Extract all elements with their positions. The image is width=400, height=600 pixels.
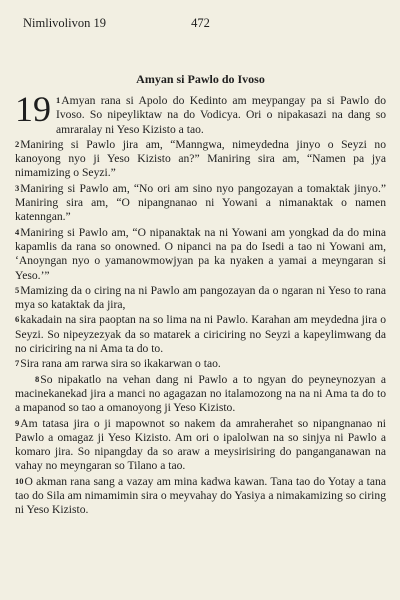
verse-9 [15,416,386,474]
verse-number: 5 [15,284,20,295]
verse-5 [15,283,386,313]
verse-number: 9 [15,417,20,428]
section-heading: Amyan si Pawlo do Ivoso [136,72,265,86]
page-number: 472 [191,16,210,30]
verse-number: 6 [15,314,20,325]
verse-number: 3 [15,182,20,193]
verse-text: O akman rana sang a vazay am mina kadwa kawan. Tana tao do Yotay a tana tao do Sila am nimamimin sira o meyvahay do Yasiya a nimakamizing so ciring ni Yeso Kizisto. [15,474,386,517]
verse-number: 8 [35,373,40,384]
verse-number: 1 [56,95,61,105]
verse-text: Mamizing da o ciring na ni Pawlo am pangozayan da o ngaran ni Yeso to rana mya so kataktak da jira, [15,283,386,312]
chapter-number: 19 [15,89,51,129]
verse-text: Maniring si Pawlo am, “O nipanaktak na ni Yowani am yongkad da do mina kapamlis da rana so onowned. O nipanci na pa do Isedi a tao ni Yowani am, ‘Anoyngan nyo o yamanowmowjyan pa ka nyaken a yamai a meyngaran si Yeso.’” [15,225,386,282]
verse-text: Maniring si Pawlo am, “No ori am sino nyo pangozayan a tomaktak jinyo.” Maniring sira am, “O nipangnanao ni Yowani a nimanaktak o namen katenngan.” [15,181,386,224]
verse-7 [15,356,386,371]
verse-number: 7 [15,358,20,369]
book-chapter-header: Nimlivolivon 19 [23,16,106,30]
verse-text: Maniring si Pawlo jira am, “Manngwa, nimeydedna jinyo o Seyzi no kanoyong nyo ji Yeso Kizisto an?” Maniring sira am, “Namen pa jya nimamizing o Seyzi.” [15,137,386,180]
chapter-text [15,89,386,518]
verse-number: 2 [15,138,20,149]
verse-6 [15,312,386,356]
verse-text: Am tatasa jira o ji mapownot so nakem da amraherahet so nipangnanao ni Pawlo a omagaz ji Yeso Kizisto. Am ori o ipalolwan na so sinjya ni Pawlo a komaro jira. So nipangday da so araw a meysirisiring do panganganawan na vahay no meyngaran so Tilano a tao. [15,416,386,473]
verse-text: Amyan rana si Apolo do Kedinto am meypangay pa si Pawlo do Ivoso. So nipeyliktaw na do Vodicya. Ori o nipakasazi na dang so amraralay ni Yeso Kizisto a tao. [56,94,386,136]
verse-text: Sira rana am rarwa sira so ikakarwan o tao. [20,357,221,371]
verse-number: 10 [15,475,24,486]
verse-text: kakadain na sira paoptan na so lima na ni Pawlo. Karahan am meydedna jira o Seyzi. So nipeyzezyak da so matarek a ciriciring no Seyzi a kapeylimwang da no ciriciring na ni Ama ta do to. [15,313,386,356]
running-header [15,12,386,36]
verse-8 [15,372,386,416]
verse-2 [15,137,386,181]
verse-number: 4 [15,226,20,237]
verse-3 [15,181,386,225]
verse-1 [15,89,386,137]
verse-10 [15,474,386,518]
verse-4 [15,225,386,283]
verse-text: So nipakatlo na vehan dang ni Pawlo a to ngyan do peyneynozyan a macinekanekad jira a manci no agagazan no italamozong na na ni Ama ta do to a mapanod so tao a omanoyong ji Yeso Kizisto. [15,372,386,415]
